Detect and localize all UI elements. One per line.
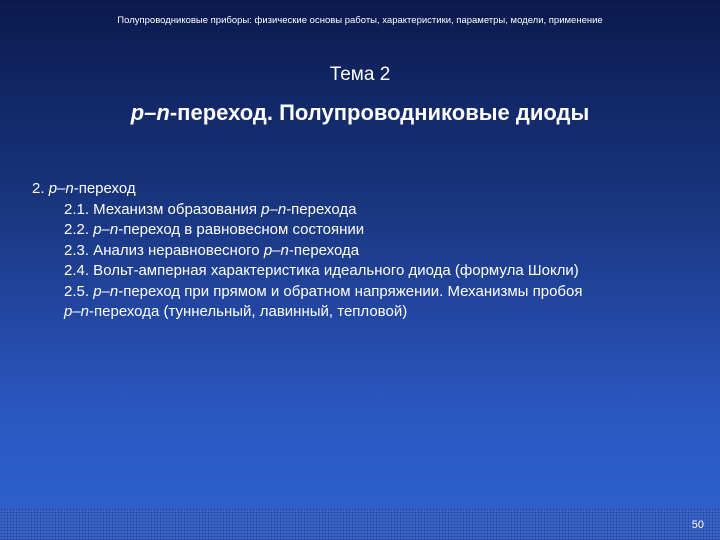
sub2-pn: p–n xyxy=(93,221,119,238)
outline-item-text: -переход xyxy=(73,180,136,197)
outline-sub-item-1 xyxy=(32,200,702,221)
title-pn: p–n xyxy=(130,100,170,125)
outline-sub-item-4 xyxy=(32,261,702,282)
outline-sub-item-5 xyxy=(32,282,702,303)
sub5-cont-pn: p–n xyxy=(64,303,90,320)
outline-sub-item-3 xyxy=(32,241,702,262)
outline-item-pn: p–n xyxy=(48,180,74,197)
sub1-pn: p–n xyxy=(261,200,287,218)
sub3-pn: p–n xyxy=(263,241,289,259)
sub1-after: -перехода xyxy=(286,200,357,218)
topic-label: Тема 2 xyxy=(329,64,391,85)
sub5-after: -переход при прямом и обратном напряжении. Механизмы пробоя xyxy=(118,282,583,300)
outline-sub-item-5-continuation xyxy=(32,302,702,323)
sub4-text: 2.4. Вольт-амперная характеристика идеального диода (формула Шокли) xyxy=(64,262,579,279)
outline xyxy=(32,179,702,323)
sub5-cont-after: -перехода (туннельный, лавинный, тепловой) xyxy=(89,303,408,320)
outline-item xyxy=(32,179,702,200)
sub3-before: 2.3. Анализ неравновесного xyxy=(64,241,264,259)
sub1-before: 2.1. Механизм образования xyxy=(64,200,262,218)
footer-band xyxy=(0,508,720,540)
sub5-pn: p–n xyxy=(93,282,119,300)
title-rest: -переход. Полупроводниковые диоды xyxy=(169,100,590,125)
outline-item-number: 2. xyxy=(32,180,49,197)
page-number: 50 xyxy=(691,519,704,531)
sub3-after: -перехода xyxy=(288,241,360,259)
outline-sub-item-2 xyxy=(32,220,702,241)
slide-header: Полупроводниковые приборы: физические основы работы, характеристики, параметры, модели, применение xyxy=(117,15,603,26)
sub5-before: 2.5. xyxy=(64,282,94,300)
slide-title xyxy=(0,100,720,126)
sub2-before: 2.2. xyxy=(64,221,94,238)
sub2-after: -переход в равновесном состоянии xyxy=(118,221,365,238)
